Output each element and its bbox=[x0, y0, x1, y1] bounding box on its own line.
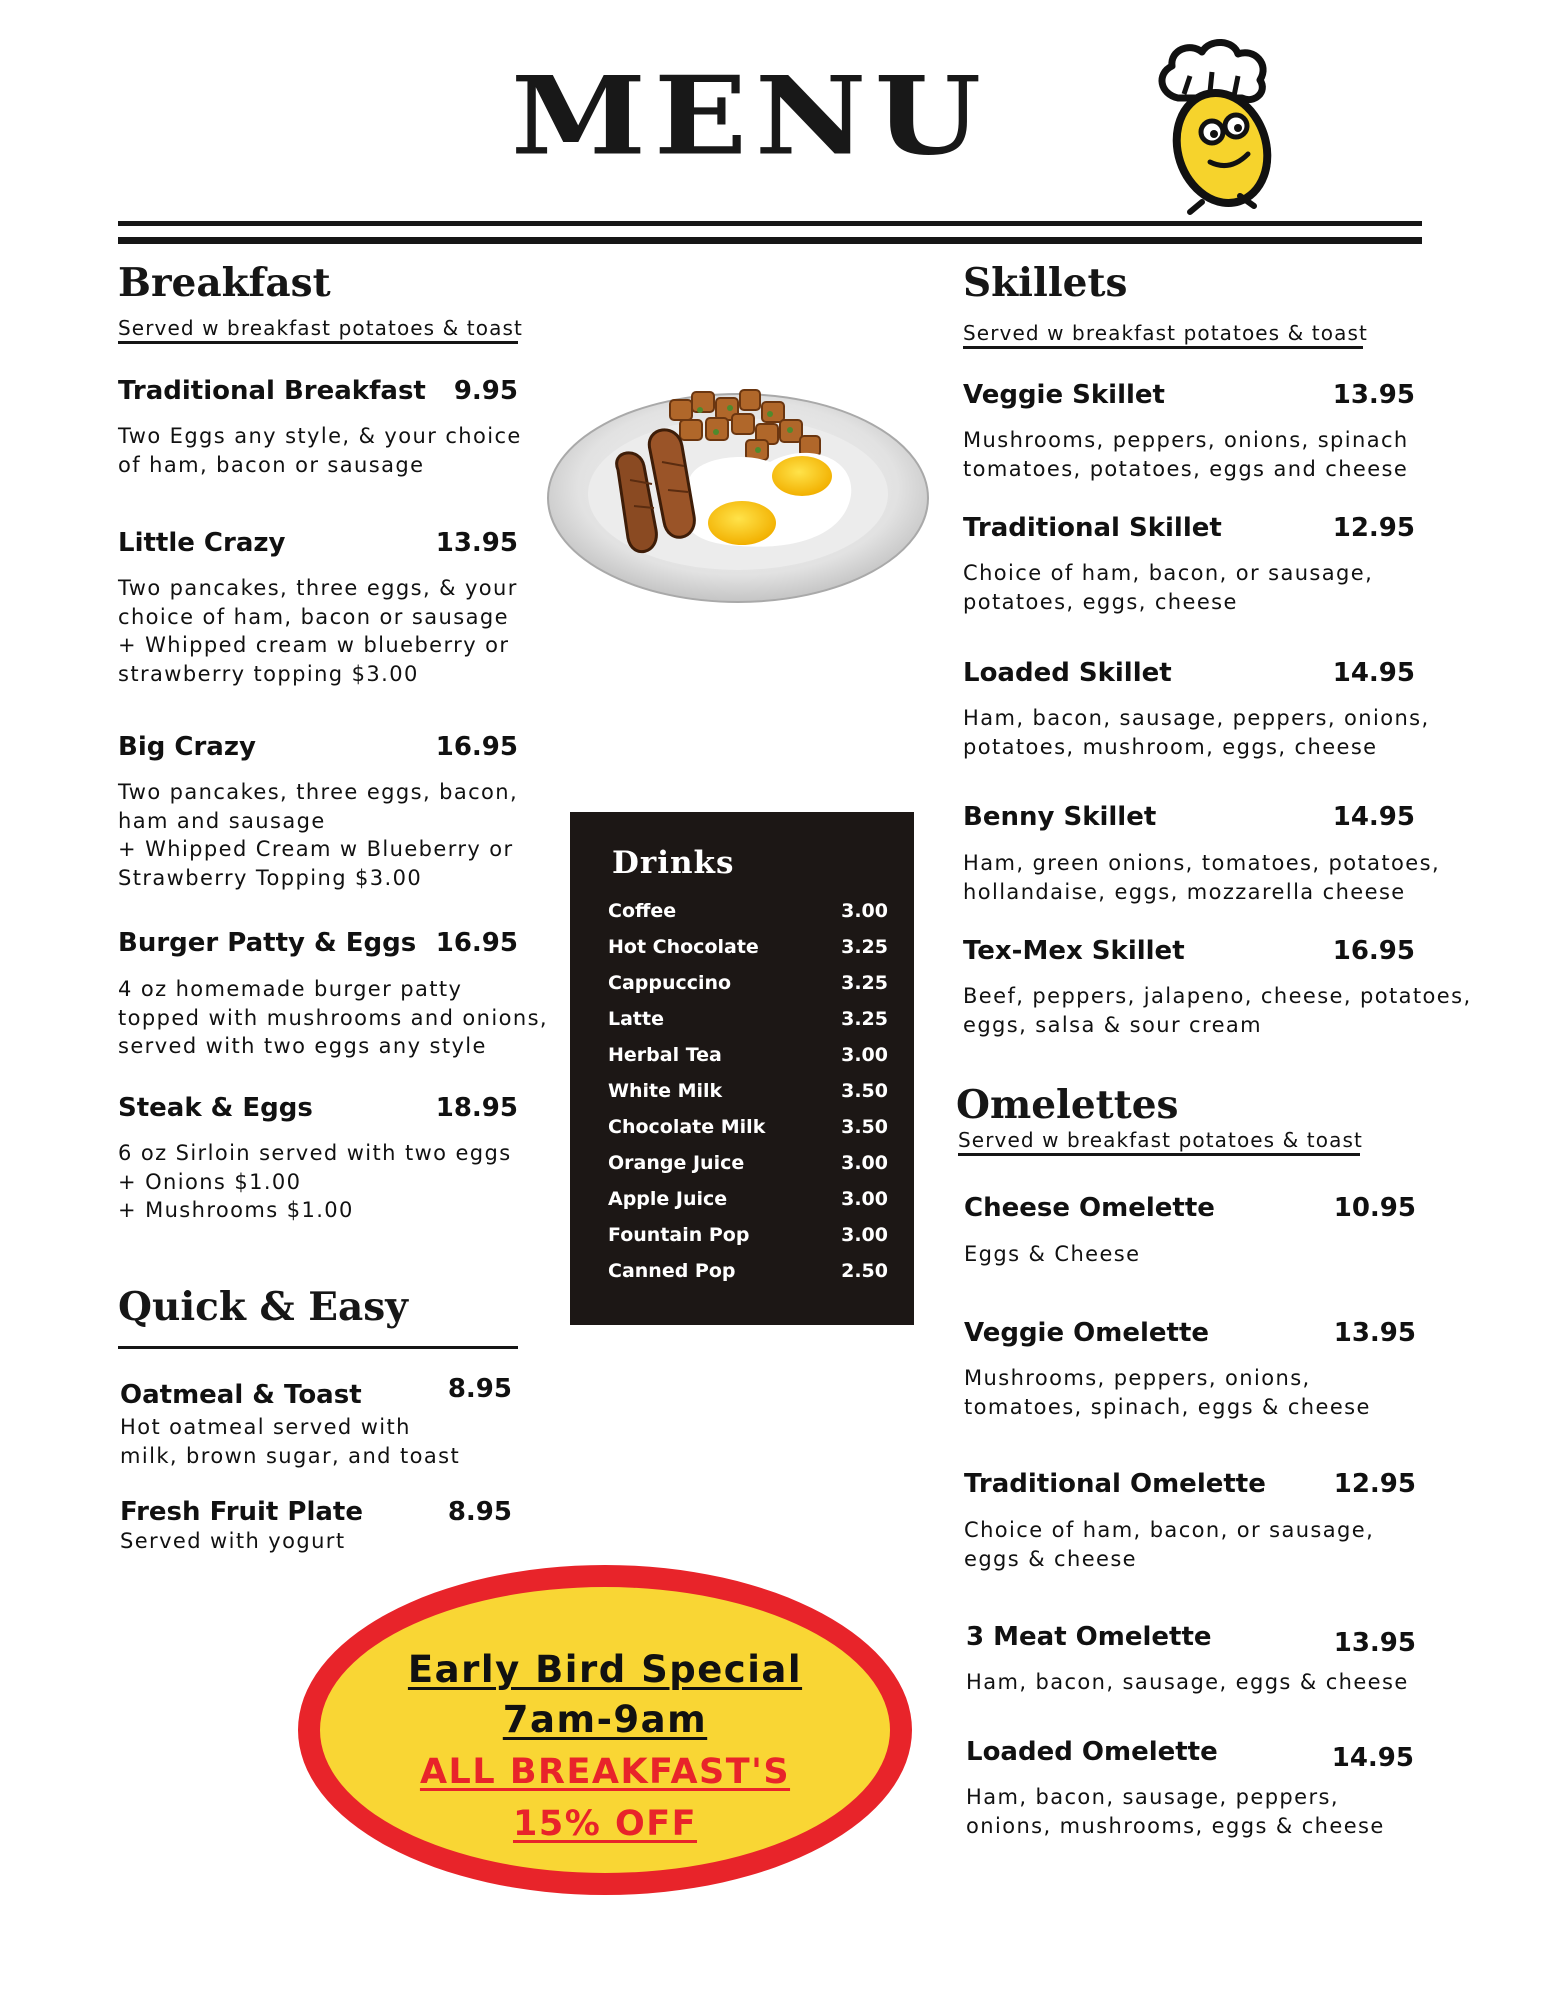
omelette-item-name: Loaded Omelette bbox=[966, 1737, 1218, 1767]
omelettes-title: Omelettes bbox=[956, 1082, 1179, 1128]
header-rule-bottom bbox=[118, 237, 1422, 244]
drinks-panel bbox=[570, 812, 914, 1325]
menu-title: MENU bbox=[511, 52, 989, 180]
drink-price: 3.50 bbox=[841, 1116, 888, 1138]
drink-row bbox=[608, 1044, 888, 1080]
drink-row bbox=[608, 1116, 888, 1152]
skillet-item-desc: Ham, green onions, tomatoes, potatoes, hollandaise, eggs, mozzarella cheese bbox=[963, 851, 1441, 904]
omelette-item-name: 3 Meat Omelette bbox=[966, 1622, 1212, 1652]
drink-name: Canned Pop bbox=[608, 1260, 736, 1282]
omelette-item-price: 12.95 bbox=[1333, 1469, 1416, 1499]
skillet-item-price: 14.95 bbox=[1332, 658, 1415, 688]
quick-item-price: 8.95 bbox=[447, 1497, 512, 1527]
omelette-item-name: Cheese Omelette bbox=[964, 1193, 1215, 1223]
skillet-item-name: Tex-Mex Skillet bbox=[963, 936, 1185, 966]
drink-name: Latte bbox=[608, 1008, 664, 1030]
drink-name: Fountain Pop bbox=[608, 1224, 750, 1246]
drink-price: 3.50 bbox=[841, 1080, 888, 1102]
drink-price: 3.00 bbox=[841, 900, 888, 922]
drink-row bbox=[608, 1152, 888, 1188]
drink-price: 2.50 bbox=[841, 1260, 888, 1282]
omelette-item-desc: Ham, bacon, sausage, eggs & cheese bbox=[966, 1670, 1409, 1694]
drink-row bbox=[608, 936, 888, 972]
chef-egg-mascot-icon bbox=[1150, 36, 1280, 216]
header-rule-top bbox=[118, 221, 1422, 226]
skillets-subtitle-underline bbox=[963, 346, 1363, 349]
skillet-item-price: 12.95 bbox=[1332, 513, 1415, 543]
breakfast-subtitle: Served w breakfast potatoes & toast bbox=[118, 316, 523, 340]
drink-row bbox=[608, 1080, 888, 1116]
skillet-item-price: 16.95 bbox=[1332, 936, 1415, 966]
quick-item-price: 8.95 bbox=[447, 1374, 512, 1404]
drink-price: 3.00 bbox=[841, 1152, 888, 1174]
special-offer: ALL BREAKFAST'S bbox=[419, 1752, 791, 1792]
quick-item-name: Oatmeal & Toast bbox=[120, 1380, 362, 1410]
omelettes-subtitle-underline bbox=[958, 1153, 1360, 1156]
skillet-item-desc: Ham, bacon, sausage, peppers, onions, potatoes, mushroom, eggs, cheese bbox=[963, 706, 1430, 759]
drink-price: 3.25 bbox=[841, 936, 888, 958]
omelettes-subtitle: Served w breakfast potatoes & toast bbox=[958, 1128, 1363, 1152]
quick-item-desc: Hot oatmeal served with milk, brown sugar, and toast bbox=[120, 1415, 461, 1468]
breakfast-subtitle-underline bbox=[118, 341, 518, 344]
breakfast-item-name: Traditional Breakfast bbox=[118, 376, 426, 406]
drink-name: Cappuccino bbox=[608, 972, 732, 994]
drink-row bbox=[608, 1008, 888, 1044]
skillet-item-desc: Mushrooms, peppers, onions, spinach tomatoes, potatoes, eggs and cheese bbox=[963, 428, 1409, 481]
breakfast-item-desc: 6 oz Sirloin served with two eggs + Onions $1.00 + Mushrooms $1.00 bbox=[118, 1141, 512, 1222]
breakfast-item-price: 13.95 bbox=[435, 528, 518, 558]
drink-name: Herbal Tea bbox=[608, 1044, 722, 1066]
special-title: Early Bird Special bbox=[407, 1648, 803, 1691]
drink-price: 3.00 bbox=[841, 1224, 888, 1246]
breakfast-item-name: Big Crazy bbox=[118, 732, 256, 762]
early-bird-special-badge bbox=[298, 1565, 912, 1895]
drink-name: Coffee bbox=[608, 900, 677, 922]
omelette-item-name: Veggie Omelette bbox=[964, 1318, 1210, 1348]
omelette-item-price: 14.95 bbox=[1331, 1743, 1414, 1773]
breakfast-title: Breakfast bbox=[118, 260, 331, 306]
omelette-item-desc: Ham, bacon, sausage, peppers, onions, mushrooms, eggs & cheese bbox=[966, 1785, 1385, 1838]
skillet-item-name: Benny Skillet bbox=[963, 802, 1157, 832]
skillet-item-name: Loaded Skillet bbox=[963, 658, 1172, 688]
skillet-item-name: Traditional Skillet bbox=[963, 513, 1222, 543]
special-discount: 15% OFF bbox=[512, 1804, 698, 1844]
skillets-title: Skillets bbox=[963, 260, 1128, 306]
drink-row bbox=[608, 1224, 888, 1260]
drink-price: 3.25 bbox=[841, 972, 888, 994]
breakfast-item-name: Burger Patty & Eggs bbox=[118, 928, 417, 958]
drink-name: Hot Chocolate bbox=[608, 936, 759, 958]
drink-name: Orange Juice bbox=[608, 1152, 745, 1174]
quick-item-name: Fresh Fruit Plate bbox=[120, 1497, 363, 1527]
skillet-item-desc: Choice of ham, bacon, or sausage, potatoes, eggs, cheese bbox=[963, 561, 1374, 614]
skillet-item-price: 13.95 bbox=[1332, 380, 1415, 410]
omelette-item-name: Traditional Omelette bbox=[964, 1469, 1266, 1499]
omelette-item-price: 13.95 bbox=[1333, 1318, 1416, 1348]
skillets-subtitle: Served w breakfast potatoes & toast bbox=[963, 321, 1368, 345]
skillet-item-desc: Beef, peppers, jalapeno, cheese, potatoes, eggs, salsa & sour cream bbox=[963, 984, 1472, 1037]
omelette-item-desc: Eggs & Cheese bbox=[964, 1242, 1141, 1266]
breakfast-item-desc: Two Eggs any style, & your choice of ham, bacon or sausage bbox=[118, 424, 522, 477]
drink-row bbox=[608, 972, 888, 1008]
breakfast-item-price: 9.95 bbox=[453, 376, 518, 406]
breakfast-item-price: 18.95 bbox=[435, 1093, 518, 1123]
drink-price: 3.00 bbox=[841, 1188, 888, 1210]
drink-price: 3.00 bbox=[841, 1044, 888, 1066]
breakfast-plate-photo bbox=[540, 380, 940, 610]
special-hours: 7am-9am bbox=[502, 1698, 708, 1741]
breakfast-item-desc: Two pancakes, three eggs, & your choice of ham, bacon or sausage + Whipped cream w blueberry or strawberry topping $3.00 bbox=[118, 576, 518, 686]
drink-name: Chocolate Milk bbox=[608, 1116, 766, 1138]
quick-easy-title: Quick & Easy bbox=[118, 1284, 408, 1330]
omelette-item-price: 13.95 bbox=[1333, 1628, 1416, 1658]
drink-row bbox=[608, 900, 888, 936]
drink-name: White Milk bbox=[608, 1080, 723, 1102]
drink-price: 3.25 bbox=[841, 1008, 888, 1030]
breakfast-item-desc: Two pancakes, three eggs, bacon, ham and sausage + Whipped Cream w Blueberry or Strawberry Topping $3.00 bbox=[118, 780, 519, 890]
breakfast-item-price: 16.95 bbox=[435, 928, 518, 958]
quick-item-desc: Served with yogurt bbox=[120, 1529, 346, 1553]
skillet-item-price: 14.95 bbox=[1332, 802, 1415, 832]
breakfast-item-desc: 4 oz homemade burger patty topped with mushrooms and onions, served with two eggs any style bbox=[118, 977, 549, 1058]
drink-row bbox=[608, 1260, 888, 1296]
drink-row bbox=[608, 1188, 888, 1224]
omelette-item-price: 10.95 bbox=[1333, 1193, 1416, 1223]
breakfast-item-price: 16.95 bbox=[435, 732, 518, 762]
quick-easy-underline bbox=[118, 1346, 518, 1349]
drinks-title: Drinks bbox=[612, 845, 735, 881]
skillet-item-name: Veggie Skillet bbox=[963, 380, 1165, 410]
drink-name: Apple Juice bbox=[608, 1188, 728, 1210]
omelette-item-desc: Choice of ham, bacon, or sausage, eggs & cheese bbox=[964, 1518, 1375, 1571]
breakfast-item-name: Little Crazy bbox=[118, 528, 286, 558]
omelette-item-desc: Mushrooms, peppers, onions, tomatoes, spinach, eggs & cheese bbox=[964, 1366, 1371, 1419]
breakfast-item-name: Steak & Eggs bbox=[118, 1093, 313, 1123]
